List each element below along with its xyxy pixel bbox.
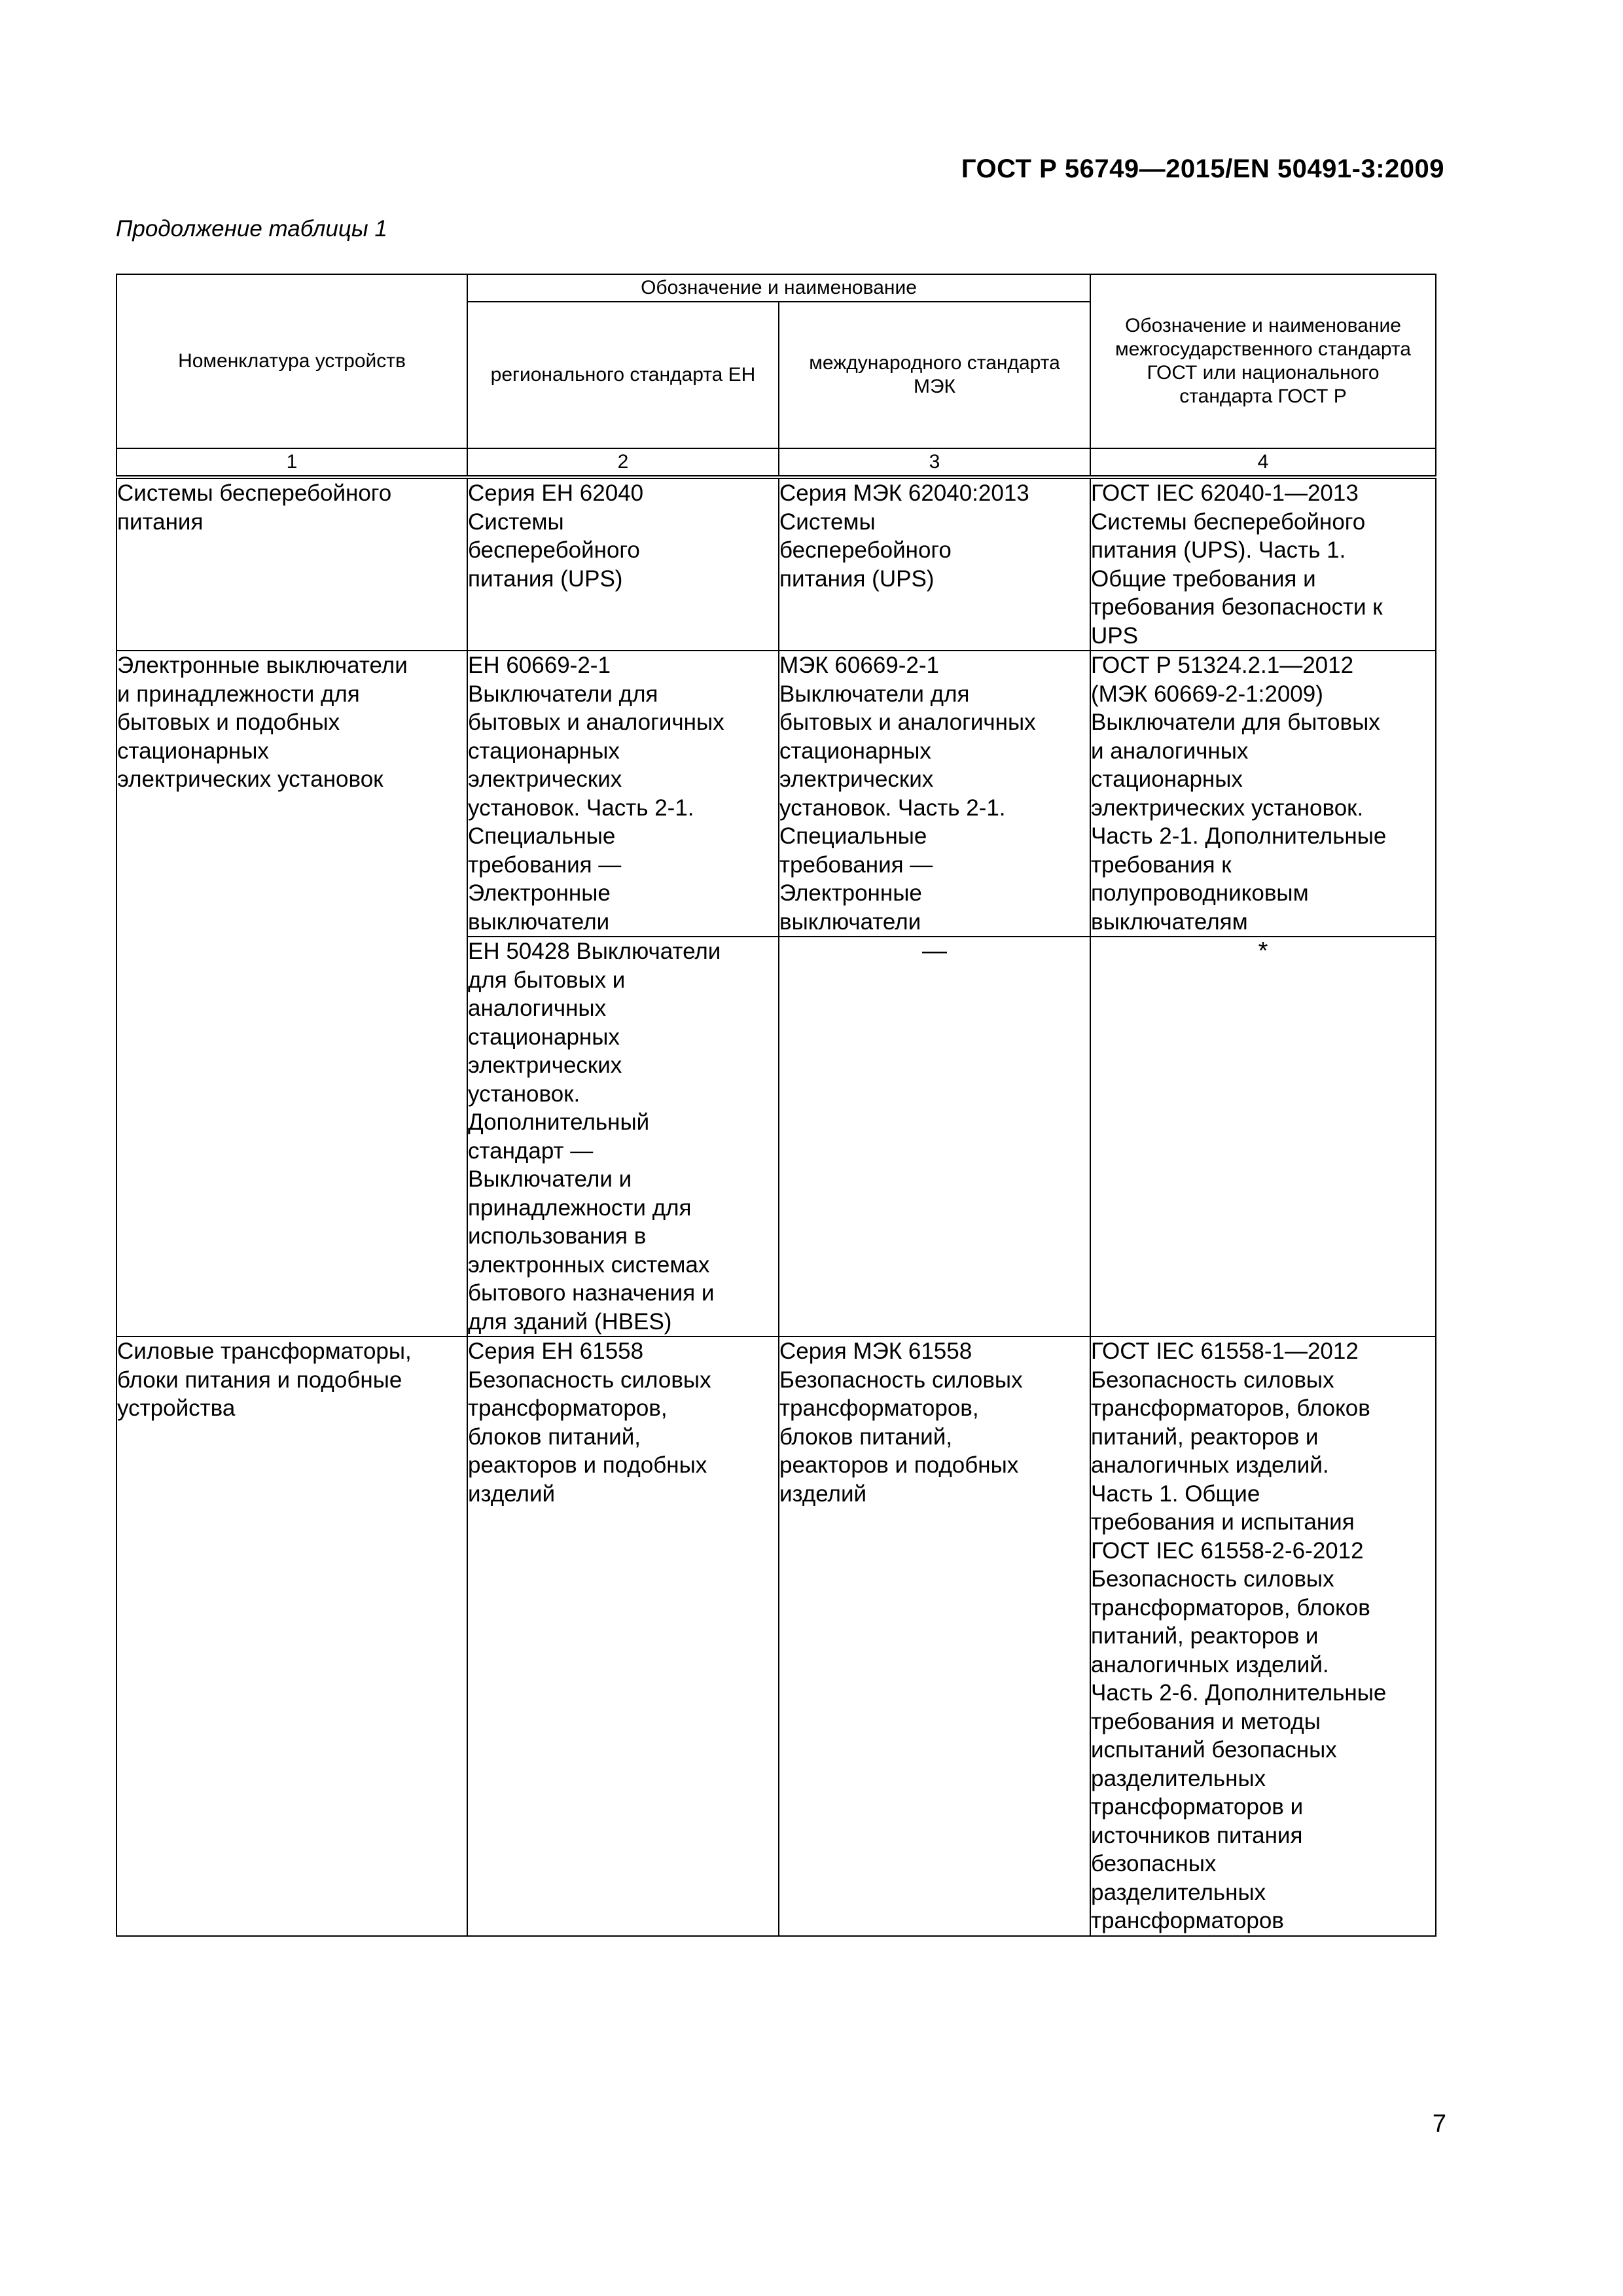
standards-table	[116, 274, 1436, 1937]
column-number-row	[116, 448, 1436, 477]
iec-standard-cell: —	[779, 937, 1090, 1336]
col2-header: регионального стандарта ЕН	[467, 302, 779, 448]
table-caption: Продолжение таблицы 1	[116, 216, 387, 242]
gost-standard-cell: ГОСТ IEC 62040-1—2013 Системы бесперебойного питания (UPS). Часть 1. Общие требования и требования безопасности к UPS	[1090, 477, 1436, 651]
col1-header: Номенклатура устройств	[116, 274, 467, 448]
gost-standard-cell: *	[1090, 937, 1436, 1336]
device-cell: Системы бесперебойного питания	[116, 477, 467, 651]
gost-standard-cell: ГОСТ Р 51324.2.1—2012 (МЭК 60669-2-1:2009) Выключатели для бытовых и аналогичных стационарных электрических установок. Часть 2-1. Дополнительные требования к полупроводниковым выключателям	[1090, 651, 1436, 937]
table-header-row	[116, 274, 1436, 302]
column-number: 3	[779, 448, 1090, 477]
iec-standard-cell: МЭК 60669-2-1 Выключатели для бытовых и аналогичных стационарных электрических установок. Часть 2-1. Специальные требования — Электронные выключатели	[779, 651, 1090, 937]
document-header: ГОСТ Р 56749—2015/EN 50491-3:2009	[961, 154, 1444, 183]
column-number: 4	[1090, 448, 1436, 477]
iec-standard-cell: Серия МЭК 62040:2013 Системы бесперебойного питания (UPS)	[779, 477, 1090, 651]
page-number: 7	[1432, 2110, 1446, 2138]
col3-header: международного стандарта МЭК	[779, 302, 1090, 448]
device-cell: Электронные выключатели и принадлежности для бытовых и подобных стационарных электрических установок	[116, 651, 467, 1336]
table-row	[116, 1336, 1436, 1936]
table-row	[116, 651, 1436, 937]
en-standard-cell: ЕН 50428 Выключатели для бытовых и аналогичных стационарных электрических установок. Дополнительный стандарт — Выключатели и принадлежности для использования в электронных системах бытового назначения и для зданий (HBES)	[467, 937, 779, 1336]
designation-group-header: Обозначение и наименование	[467, 274, 1090, 302]
en-standard-cell: Серия ЕН 62040 Системы бесперебойного питания (UPS)	[467, 477, 779, 651]
en-standard-cell: Серия ЕН 61558 Безопасность силовых трансформаторов, блоков питаний, реакторов и подобных изделий	[467, 1336, 779, 1936]
gost-standard-cell: ГОСТ IEC 61558-1—2012 Безопасность силовых трансформаторов, блоков питаний, реакторов и аналогичных изделий. Часть 1. Общие требования и испытания ГОСТ IEC 61558-2-6-2012 Безопасность силовых трансформаторов, блоков питаний, реакторов и аналогичных изделий. Часть 2-6. Дополнительные требования и методы испытаний безопасных разделительных трансформаторов и источников питания безопасных разделительных трансформаторов	[1090, 1336, 1436, 1936]
table-row	[116, 477, 1436, 651]
col4-header: Обозначение и наименование межгосударственного стандарта ГОСТ или национального стандарта ГОСТ Р	[1090, 274, 1436, 448]
en-standard-cell: ЕН 60669-2-1 Выключатели для бытовых и аналогичных стационарных электрических установок. Часть 2-1. Специальные требования — Электронные выключатели	[467, 651, 779, 937]
column-number: 1	[116, 448, 467, 477]
iec-standard-cell: Серия МЭК 61558 Безопасность силовых трансформаторов, блоков питаний, реакторов и подобных изделий	[779, 1336, 1090, 1936]
column-number: 2	[467, 448, 779, 477]
device-cell: Силовые трансформаторы, блоки питания и подобные устройства	[116, 1336, 467, 1936]
